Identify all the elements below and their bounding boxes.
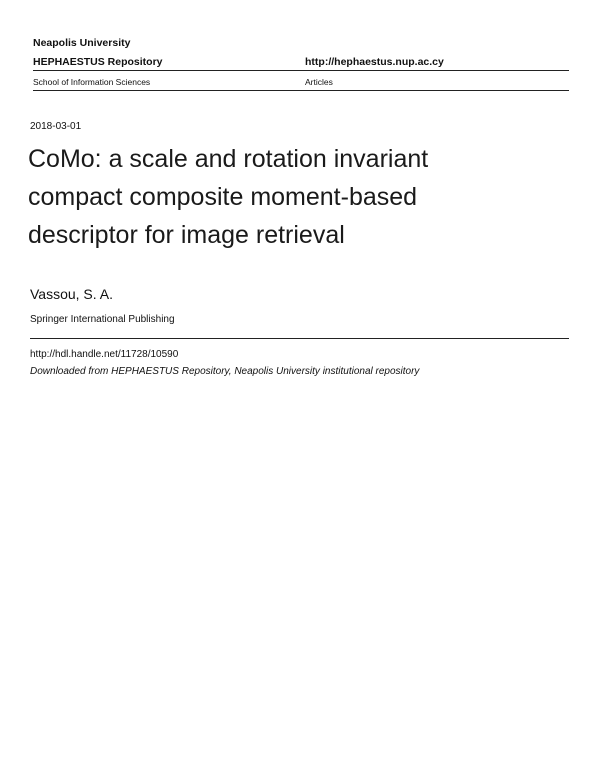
header-divider-top [33, 70, 569, 71]
university-name: Neapolis University [33, 37, 131, 49]
title-line: descriptor for image retrieval [28, 221, 345, 249]
school-name: School of Information Sciences [33, 77, 151, 87]
author-name: Vassou, S. A. [30, 286, 114, 302]
collection-name: Articles [305, 77, 333, 87]
title-line: compact composite moment-based [28, 183, 418, 211]
repository-url-link[interactable]: http://hephaestus.nup.ac.cy [305, 56, 444, 68]
document-title [28, 140, 428, 254]
footer-divider [30, 338, 569, 339]
publication-date: 2018-03-01 [30, 121, 82, 132]
repository-name: HEPHAESTUS Repository [33, 56, 163, 68]
header-divider-bottom [33, 90, 569, 91]
title-line: CoMo: a scale and rotation invariant [28, 145, 429, 173]
downloaded-note: Downloaded from HEPHAESTUS Repository, Neapolis University institutional repository [30, 366, 420, 377]
publisher-name: Springer International Publishing [30, 314, 175, 325]
handle-url-link[interactable]: http://hdl.handle.net/11728/10590 [30, 349, 179, 360]
